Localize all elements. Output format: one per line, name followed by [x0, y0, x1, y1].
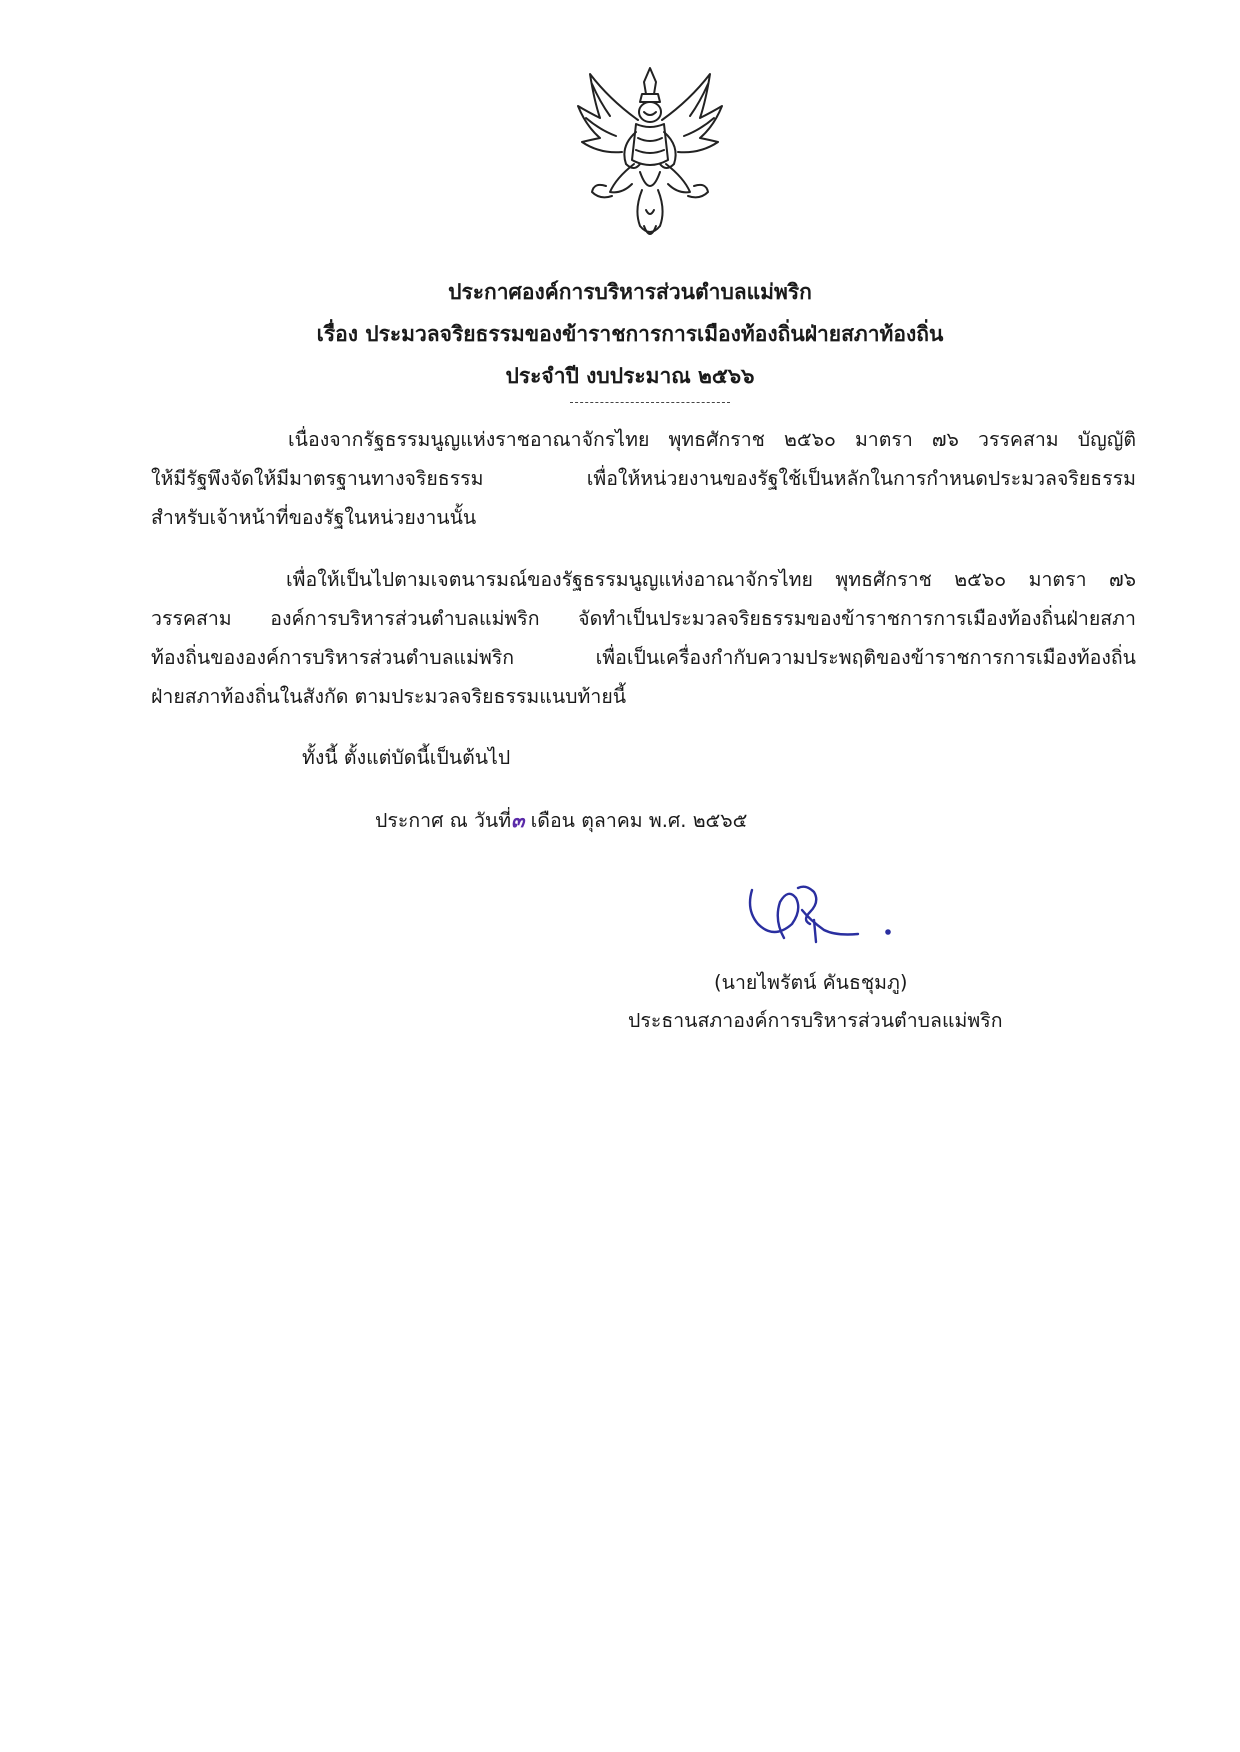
- paragraph-line: ให้มีรัฐพึงจัดให้มีมาตรฐานทางจริยธรรม เพื่อให้หน่วยงานของรัฐใช้เป็นหลักในการกำหนดประมวลจริยธรรม: [151, 467, 1136, 490]
- subject-heading: เรื่อง ประมวลจริยธรรมของข้าราชการการเมืองท้องถิ่นฝ่ายสภาท้องถิ่น: [316, 322, 944, 346]
- fiscal-year-heading: ประจำปี งบประมาณ ๒๕๖๖: [505, 364, 755, 388]
- paragraph-constitution: [151, 420, 1136, 537]
- garuda-emblem-icon: [570, 60, 730, 250]
- paragraph-line: สำหรับเจ้าหน้าที่ของรัฐในหน่วยงานนั้น: [151, 506, 477, 529]
- title-divider: [570, 402, 730, 403]
- date-prefix: ประกาศ ณ วันที่: [375, 809, 512, 832]
- date-suffix: เดือน ตุลาคม พ.ศ. ๒๕๖๕: [524, 809, 748, 832]
- issuer-heading: ประกาศองค์การบริหารส่วนตำบลแม่พริก: [448, 280, 812, 304]
- handwritten-signature: [740, 880, 910, 960]
- paragraph-line: เพื่อให้เป็นไปตามเจตนารมณ์ของรัฐธรรมนูญแห่งอาณาจักรไทย พุทธศักราช ๒๕๖๐ มาตรา ๗๖: [286, 568, 1136, 591]
- paragraph-line: ฝ่ายสภาท้องถิ่นในสังกัด ตามประมวลจริยธรรมแนบท้ายนี้: [151, 685, 627, 708]
- signatory-name: (นายไพรัตน์ คันธชุมภู): [714, 971, 908, 994]
- announcement-date: [375, 805, 747, 836]
- paragraph-line: ท้องถิ่นขององค์การบริหารส่วนตำบลแม่พริก เพื่อเป็นเครื่องกำกับความประพฤติของข้าราชการการเมืองท้องถิ่น: [151, 646, 1136, 669]
- paragraph-intent: [151, 560, 1136, 716]
- effective-date-statement: ทั้งนี้ ตั้งแต่บัดนี้เป็นต้นไป: [302, 746, 511, 769]
- handwritten-day: ๓: [511, 809, 525, 832]
- paragraph-line: เนื่องจากรัฐธรรมนูญแห่งราชอาณาจักรไทย พุทธศักราช ๒๕๖๐ มาตรา ๗๖ วรรคสาม บัญญัติ: [288, 428, 1136, 451]
- signatory-position: ประธานสภาองค์การบริหารส่วนตำบลแม่พริก: [628, 1009, 1003, 1032]
- paragraph-line: วรรคสาม องค์การบริหารส่วนตำบลแม่พริก จัดทำเป็นประมวลจริยธรรมของข้าราชการการเมืองท้องถิ่นฝ่ายสภา: [151, 607, 1136, 630]
